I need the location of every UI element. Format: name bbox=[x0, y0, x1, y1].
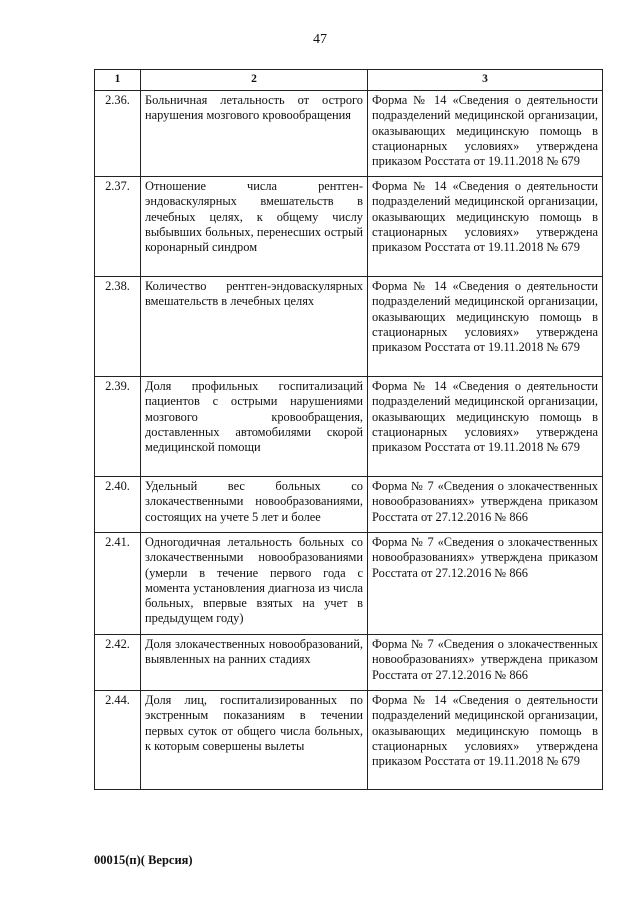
table-row bbox=[95, 277, 603, 377]
data-source: Форма № 14 «Сведения о деятельности подразделений медицинской организации, оказывающих медицинскую помощь в стационарных условиях» утверждена приказом Росстата от 19.11.2018 № 679 bbox=[368, 277, 603, 377]
table-row bbox=[95, 635, 603, 691]
data-source: Форма № 7 «Сведения о злокачественных новообразованиях» утверждена приказом Росстата от 27.12.2016 № 866 bbox=[368, 533, 603, 635]
table-row bbox=[95, 377, 603, 477]
column-header-indicator: 2 bbox=[141, 70, 368, 91]
column-header-source: 3 bbox=[368, 70, 603, 91]
table-row bbox=[95, 691, 603, 790]
row-number: 2.36. bbox=[95, 91, 141, 177]
table-header-row bbox=[95, 70, 603, 91]
column-header-number: 1 bbox=[95, 70, 141, 91]
data-source: Форма № 14 «Сведения о деятельности подразделений медицинской организации, оказывающих медицинскую помощь в стационарных условиях» утверждена приказом Росстата от 19.11.2018 № 679 bbox=[368, 91, 603, 177]
indicator-name: Одногодичная летальность больных со злокачественными новообразованиями (умерли в течение первого года с момента установления диагноза из числа больных, впервые взятых на учет в предыдущем году) bbox=[141, 533, 368, 635]
indicator-name: Доля злокачественных новообразований, выявленных на ранних стадиях bbox=[141, 635, 368, 691]
page-number: 47 bbox=[313, 32, 327, 47]
indicators-table bbox=[94, 69, 603, 790]
row-number: 2.41. bbox=[95, 533, 141, 635]
row-number: 2.40. bbox=[95, 477, 141, 533]
document-version-footer: 00015(п)( Версия) bbox=[94, 853, 193, 867]
data-source: Форма № 7 «Сведения о злокачественных новообразованиях» утверждена приказом Росстата от 27.12.2016 № 866 bbox=[368, 635, 603, 691]
data-source: Форма № 14 «Сведения о деятельности подразделений медицинской организации, оказывающих медицинскую помощь в стационарных условиях» утверждена приказом Росстата от 19.11.2018 № 679 bbox=[368, 691, 603, 790]
table-row bbox=[95, 177, 603, 277]
data-source: Форма № 14 «Сведения о деятельности подразделений медицинской организации, оказывающих медицинскую помощь в стационарных условиях» утверждена приказом Росстата от 19.11.2018 № 679 bbox=[368, 377, 603, 477]
indicator-name: Больничная летальность от острого нарушения мозгового кровообращения bbox=[141, 91, 368, 177]
row-number: 2.42. bbox=[95, 635, 141, 691]
row-number: 2.39. bbox=[95, 377, 141, 477]
table-row bbox=[95, 91, 603, 177]
data-source: Форма № 7 «Сведения о злокачественных новообразованиях» утверждена приказом Росстата от 27.12.2016 № 866 bbox=[368, 477, 603, 533]
indicator-name: Количество рентген-эндоваскулярных вмешательств в лечебных целях bbox=[141, 277, 368, 377]
indicator-name: Удельный вес больных со злокачественными новообразованиями, состоящих на учете 5 лет и более bbox=[141, 477, 368, 533]
row-number: 2.38. bbox=[95, 277, 141, 377]
indicator-name: Доля лиц, госпитализированных по экстренным показаниям в течении первых суток от общего числа больных, к которым совершены вылеты bbox=[141, 691, 368, 790]
row-number: 2.44. bbox=[95, 691, 141, 790]
table-row bbox=[95, 533, 603, 635]
indicator-name: Доля профильных госпитализаций пациентов с острыми нарушениями мозгового кровообращения, доставленных автомобилями скорой медицинской помощи bbox=[141, 377, 368, 477]
indicator-name: Отношение числа рентген-эндоваскулярных вмешательств в лечебных целях, к общему числу выбывших больных, перенесших острый коронарный синдром bbox=[141, 177, 368, 277]
data-source: Форма № 14 «Сведения о деятельности подразделений медицинской организации, оказывающих медицинскую помощь в стационарных условиях» утверждена приказом Росстата от 19.11.2018 № 679 bbox=[368, 177, 603, 277]
table-row bbox=[95, 477, 603, 533]
row-number: 2.37. bbox=[95, 177, 141, 277]
